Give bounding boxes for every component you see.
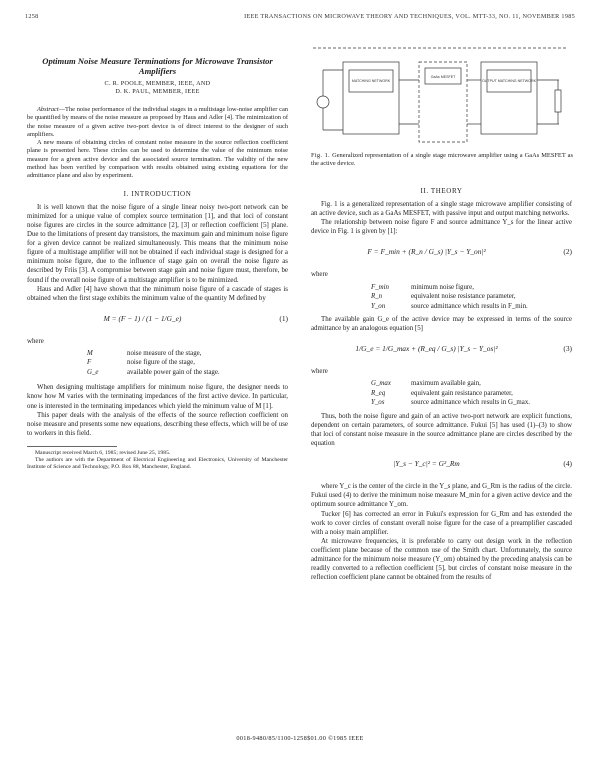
equation-number: (2) bbox=[563, 247, 572, 257]
definition-row bbox=[27, 349, 288, 359]
equation-body: F = F_min + (R_n / G_s) |Y_s − Y_on|² bbox=[367, 247, 486, 257]
equation bbox=[311, 453, 572, 477]
output-matching-box bbox=[481, 62, 537, 134]
body-paragraph: Haus and Adler [4] have shown that the minimum noise figure of a cascade of stages is obtained when the first stage exhibits the minimum value of the quantity M defined by bbox=[27, 285, 288, 302]
definition-symbol: R_n bbox=[371, 293, 383, 301]
abstract bbox=[27, 106, 288, 139]
load-resistor bbox=[555, 90, 561, 112]
definition-row bbox=[27, 358, 288, 368]
body-paragraph: Tucker [6] has corrected an error in Fukui's expression for G_Rm and has extended the work to cover circles of constant overall noise figure for the case of a preamplifier cascaded with a noisy main amplifier. bbox=[311, 510, 572, 536]
equation bbox=[311, 241, 572, 265]
figure-caption-label: Fig. 1. bbox=[311, 152, 331, 159]
equation-body: M = (F − 1) / (1 − 1/G_e) bbox=[103, 313, 182, 323]
definition-text: minimum noise figure, bbox=[411, 283, 474, 291]
left-column bbox=[27, 42, 288, 471]
source-symbol bbox=[317, 96, 329, 108]
page-number: 1258 bbox=[25, 13, 39, 20]
definition-row bbox=[311, 389, 572, 399]
abstract-label: Abstract bbox=[37, 106, 59, 113]
definition-symbol: Y_on bbox=[371, 302, 386, 310]
block-label: MATCHING NETWORK bbox=[351, 79, 391, 83]
abstract-paragraph: A new means of obtaining circles of constant noise measure in the source reflection coefficient plane is presented here. These circles can be used to determine the value of the minimum noise measure for a given active device and the associated source termination. The validity of the new method has been verified by comparison with results obtained using existing equations for the admittance plane and also by experiment. bbox=[27, 139, 288, 180]
definition-symbol: F_min bbox=[371, 283, 389, 291]
where-label: where bbox=[27, 337, 44, 345]
input-matching-box bbox=[343, 62, 399, 134]
definition-text: noise measure of the stage, bbox=[127, 349, 202, 357]
definition-text: maximum available gain, bbox=[411, 380, 481, 388]
running-header bbox=[25, 13, 575, 23]
body-paragraph: The available gain G_e of the active device may be expressed in terms of the source admittance by an analogous equation [5] bbox=[311, 316, 572, 333]
block-label: GaAs MESFET bbox=[430, 75, 456, 79]
right-column bbox=[311, 178, 572, 582]
body-paragraph: Fig. 1 is a generalized representation of a single stage microwave amplifier consisting of an active device, such as a GaAs MESFET, with passive input and output matching networks. bbox=[311, 201, 572, 218]
body-paragraph: Thus, both the noise figure and gain of an active two-port network are explicit functions, dependent on certain parameters, of source admittance. Fukui [5] has used (1)–(3) to show that loci of constant noise measure in the source admittance plane are circles described by the equation bbox=[311, 412, 572, 448]
definition-text: equivalent noise resistance parameter, bbox=[411, 293, 516, 301]
definition-row bbox=[311, 398, 572, 408]
body-paragraph: It is well known that the noise figure of a single linear noisy two-port network can be minimized for a unique value of complex source termination [1], and that loci of constant noise figures are circles in the source admittance [2], [3] or reflection coefficient [5] plane. Due to the limitations of present day transistors, the maximum gain and minimum noise figure for a given device cannot be realized simultaneously. This means that the minimum noise figure of a multistage amplifier will not be obtained if each individual stage is designed for a minimum noise figure, due to the influence of stage gain on overall the noise figure as described by Friis [3]. A compromise between stage gain and noise figure must, therefore, be found if the overall noise figure of a multistage amplifier is to be minimized. bbox=[27, 203, 288, 284]
equation-body: 1/G_e = 1/G_max + (R_eq / G_s) |Y_s − Y_os|² bbox=[355, 344, 498, 354]
definition-symbol: G_e bbox=[87, 368, 99, 376]
body-paragraph: where Y_c is the center of the circle in the Y_s plane, and G_Rm is the radius of the circle. Fukui used (4) to derive the minimum noise measure M_min for a given active device and the optimum source admittance Y_om. bbox=[311, 483, 572, 509]
definition-row bbox=[27, 368, 288, 378]
where-label: where bbox=[311, 368, 328, 376]
figure-caption bbox=[311, 152, 573, 169]
section-heading: I. INTRODUCTION bbox=[123, 189, 192, 198]
transistor-box bbox=[419, 62, 467, 142]
author-line: C. R. POOLE, MEMBER, IEEE, AND bbox=[104, 80, 211, 87]
definition-row bbox=[311, 379, 572, 389]
equation-number: (1) bbox=[279, 313, 288, 323]
block-label: OUTPUT MATCHING NETWORK bbox=[482, 79, 536, 83]
definition-text: source admittance which results in G_max. bbox=[411, 399, 531, 407]
definition-text: source admittance which results in F_min. bbox=[411, 302, 528, 310]
paper-title: Optimum Noise Measure Terminations for Microwave Transistor Amplifiers bbox=[42, 56, 273, 76]
definition-row bbox=[311, 302, 572, 312]
equation-number: (4) bbox=[563, 459, 572, 469]
journal-name: IEEE TRANSACTIONS ON MICROWAVE THEORY AND TECHNIQUES, VOL. MTT-33, NO. 11, NOVEMBER 1985 bbox=[244, 13, 575, 20]
definition-symbol: Y_os bbox=[371, 399, 385, 407]
equation-body: |Y_s − Y_c|² = G²_Rm bbox=[393, 459, 460, 469]
definition-symbol: F bbox=[87, 359, 92, 367]
body-paragraph: The relationship between noise figure F and source admittance Y_s for the linear active device in Fig. 1 is given by [1]: bbox=[311, 219, 572, 236]
definition-symbol: M bbox=[87, 349, 93, 357]
copyright-line: 0018-9480/85/1100-1258$01.00 ©1985 IEEE bbox=[236, 735, 364, 742]
abstract-text: —The noise performance of the individual stages in a multistage low-noise amplifier can be quantified by means of the noise measure as proposed by Haus and Adler [4]. The minimization of the noise measure of a given active two-port device is of direct interest to the designer of such amplifiers. bbox=[27, 106, 288, 138]
footnote-text: Manuscript received March 6, 1985; revised June 25, 1985. bbox=[35, 449, 171, 456]
body-paragraph: When designing multistage amplifiers for minimum noise figure, the designer needs to know how M varies with the terminating impedances of the first active device. In particular, one is interested in the terminating impedances which yield the minimum value of M [1]. bbox=[27, 384, 288, 410]
figure-caption-text: Generalized representation of a single stage microwave amplifier using a GaAs MESFET as the active device. bbox=[311, 152, 573, 168]
footnote-text: The authors are with the Department of Electrical Engineering and Electronics, University of Manchester Institute of Science and Technology, P.O. Box 88, Manchester, England. bbox=[27, 456, 288, 470]
definition-symbol: R_eq bbox=[371, 389, 386, 397]
definition-text: available power gain of the stage. bbox=[127, 368, 220, 376]
figure-1-diagram bbox=[311, 40, 573, 152]
body-paragraph: This paper deals with the analysis of the effects of the source reflection coefficient on noise measure and presents some new equations, describing these effects, which will be of use to workers in this field. bbox=[27, 411, 288, 437]
body-paragraph: At microwave frequencies, it is preferable to carry out design work in the reflection coefficient plane because of the common use of the Smith chart. Unfortunately, the source admittance for the minimum noise measure (Y_om) obtained by the preceding analysis can be readily converted to a reflection coefficient [5], but circles of constant noise measure in the reflection coefficient plane cannot be obtained from the results of bbox=[311, 537, 572, 582]
definition-row bbox=[311, 292, 572, 302]
definition-row bbox=[311, 283, 572, 293]
section-heading: II. THEORY bbox=[420, 187, 463, 195]
equation bbox=[311, 338, 572, 362]
author-line: D. K. PAUL, MEMBER, IEEE bbox=[115, 88, 200, 95]
equation-number: (3) bbox=[563, 344, 572, 354]
authors bbox=[27, 80, 288, 96]
definition-text: equivalent gain resistance parameter, bbox=[411, 389, 513, 397]
definition-text: noise figure of the stage, bbox=[127, 359, 195, 367]
where-label: where bbox=[311, 271, 328, 279]
definition-symbol: G_max bbox=[371, 380, 391, 388]
equation bbox=[27, 308, 288, 332]
